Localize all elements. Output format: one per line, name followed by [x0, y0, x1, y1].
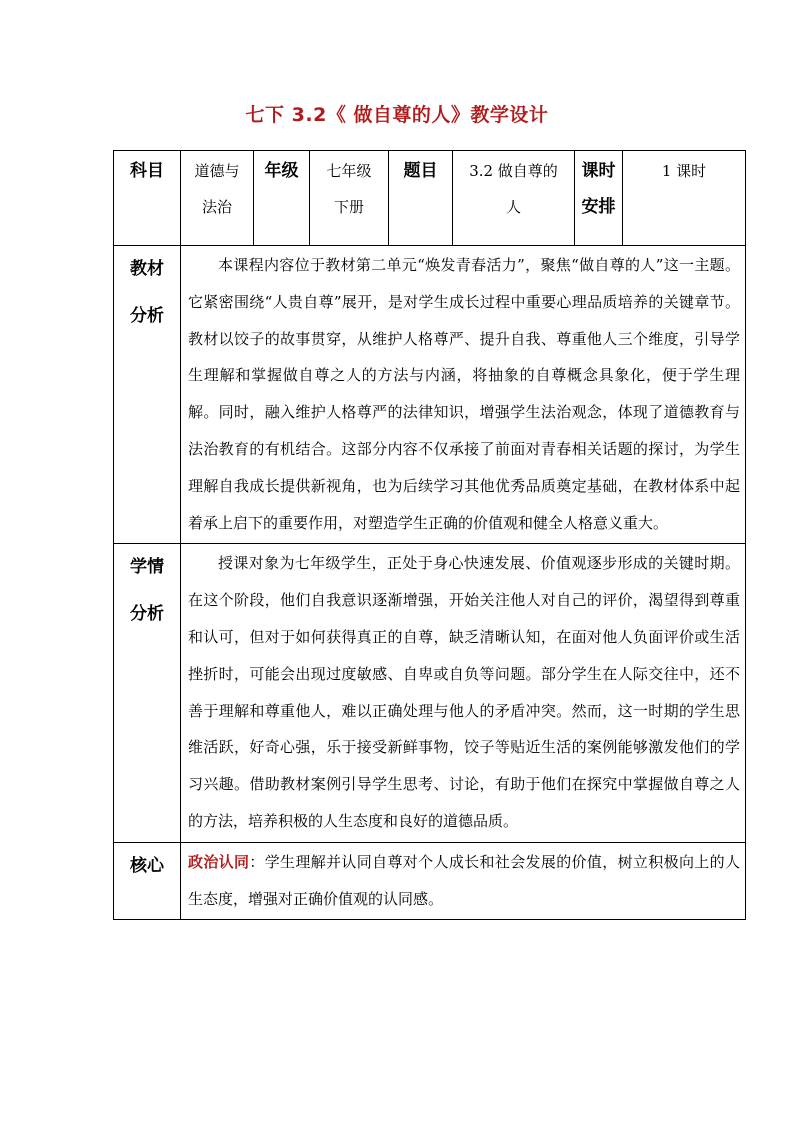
section-text-cell [181, 544, 746, 842]
topic-value [453, 151, 575, 246]
grade-value [310, 151, 389, 246]
section-paragraph: 本课程内容位于教材第二单元“焕发青春活力”，聚焦“做自尊的人”这一主题。它紧密围绕“人贵自尊”展开，是对学生成长过程中重要心理品质培养的关键章节。教材以饺子的故事贯穿，从维护人格尊严、提升自我、尊重他人三个维度，引导学生理解和掌握做自尊之人的方法与内涵，将抽象的自尊概念具象化，便于学生理解。同时，融入维护人格尊严的法律知识，增强学生法治观念，体现了道德教育与法治教育的有机结合。这部分内容不仅承接了前面对青春相关话题的探讨，为学生理解自我成长提供新视角，也为后续学习其他优秀品质奠定基础，在教材体系中起着承上启下的重要作用，对塑造学生正确的价值观和健全人格意义重大。 [188, 256, 740, 532]
section-row-textbook-analysis [114, 246, 746, 544]
section-row-core [114, 842, 746, 920]
grade-value-line: 七年级 [326, 162, 372, 180]
hours-label-line: 课时 [581, 161, 616, 181]
hours-value: 1 课时 [623, 151, 746, 246]
subject-value-line: 法治 [201, 198, 232, 216]
hours-label [575, 151, 623, 246]
section-label-line: 分析 [130, 306, 164, 326]
subject-label: 科目 [114, 151, 181, 246]
grade-label: 年级 [254, 151, 310, 246]
grade-value-line: 下册 [333, 198, 364, 216]
section-row-student-analysis [114, 544, 746, 842]
subject-value [181, 151, 254, 246]
topic-value-line: 3.2 做自尊的 [469, 162, 558, 180]
section-label-line: 学情 [130, 557, 164, 578]
section-label [114, 246, 181, 544]
header-row [114, 151, 746, 246]
topic-value-line: 人 [505, 198, 521, 216]
section-label-line: 教材 [130, 259, 164, 279]
section-text-cell [181, 246, 746, 544]
lesson-plan-sheet [113, 150, 745, 920]
section-label-line: 分析 [130, 604, 164, 625]
section-paragraph: 授课对象为七年级学生，正处于身心快速发展、价值观逐步形成的关键时期。在这个阶段，他们自我意识逐渐增强，开始关注他人对自己的评价，渴望得到尊重和认可，但对于如何获得真正的自尊，缺乏清晰认知，在面对他人负面评价或生活挫折时，可能会出现过度敏感、自卑或自负等问题。部分学生在人际交往中，还不善于理解和尊重他人，难以正确处理与他人的矛盾冲突。然而，这一时期的学生思维活跃，好奇心强，乐于接受新鲜事物，饺子等贴近生活的案例能够激发他们的学习兴趣。借助教材案例引导学生思考、讨论，有助于他们在探究中掌握做自尊之人的方法，培养积极的人生态度和良好的道德品质。 [188, 554, 740, 830]
section-text-cell [181, 842, 746, 920]
section-label [114, 544, 181, 842]
core-competency-lead: 政治认同 [188, 852, 250, 871]
section-label-line: 核心 [130, 855, 164, 876]
page-title: 七下 3.2《 做自尊的人》教学设计 [245, 104, 549, 126]
section-label [114, 842, 181, 920]
core-competency-text: ：学生理解并认同自尊对个人成长和社会发展的价值，树立积极向上的人生态度，增强对正确价值观的认同感。 [188, 852, 740, 908]
hours-label-line: 安排 [581, 197, 616, 217]
subject-value-line: 道德与 [194, 162, 240, 180]
lesson-plan-table [113, 150, 746, 920]
section-paragraph [188, 844, 740, 918]
topic-label: 题目 [389, 151, 453, 246]
